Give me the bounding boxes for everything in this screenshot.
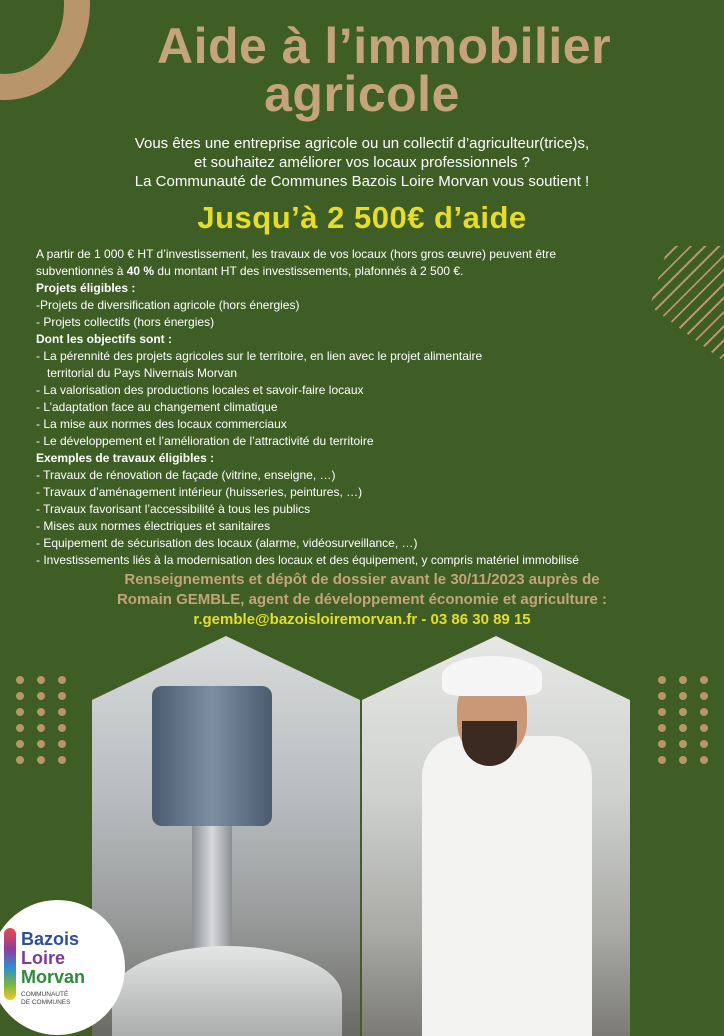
section-heading-projets: Projets éligibles : [36, 281, 136, 295]
email-link[interactable]: r.gemble@bazoisloiremorvan.fr [193, 611, 418, 628]
intro-line: La Communauté de Communes Bazois Loire Morvan vous soutient ! [134, 173, 590, 190]
paragraph-line: A partir de 1 000 € HT d’investissement, les travaux de vos locaux (hors gros œuvre) peuvent être [36, 247, 557, 261]
body-text [36, 246, 686, 569]
motor-shape [152, 686, 272, 826]
decorative-dots-right [658, 676, 708, 764]
list-item: - L’adaptation face au changement climatique [36, 400, 278, 414]
decorative-dots-left [16, 676, 66, 764]
list-item: - Equipement de sécurisation des locaux (alarme, vidéosurveillance, …) [36, 536, 418, 550]
list-item: - Mises aux normes électriques et sanitaires [36, 519, 271, 533]
list-item: - Projets collectifs (hors énergies) [36, 315, 215, 329]
logo-subtitle: COMMUNAUTÉ DE COMMUNES [21, 991, 71, 1006]
paragraph-line: subventionnés à 40 % du montant HT des investissements, plafonnés à 2 500 €. [36, 264, 464, 278]
intro-line: et souhaitez améliorer vos locaux professionnels ? [193, 154, 530, 171]
section-heading-exemples: Exemples de travaux éligibles : [36, 451, 215, 465]
phone-number: - 03 86 30 89 15 [417, 611, 531, 628]
subsidy-percent: 40 % [126, 264, 155, 278]
list-item: - La pérennité des projets agricoles sur le territoire, en lien avec le projet alimentaire [36, 349, 483, 363]
contact-line: Renseignements et dépôt de dossier avant le 30/11/2023 auprès de [124, 571, 600, 588]
logo-color-bar [4, 928, 16, 1000]
photo-equipment [92, 636, 360, 1036]
list-item: - Travaux de rénovation de façade (vitrine, enseigne, …) [36, 468, 336, 482]
worker-shirt-shape [422, 736, 592, 1036]
contact-line: Romain GEMBLE, agent de développement économie et agriculture : [116, 591, 608, 608]
list-item: -Projets de diversification agricole (hors énergies) [36, 298, 300, 312]
list-item: - Investissements liés à la modernisation des locaux et des équipement, y compris matériel immobilisé [36, 553, 579, 567]
list-item: - La valorisation des productions locales et savoir-faire locaux [36, 383, 364, 397]
logo-text: Bazois Loire Morvan [21, 929, 86, 987]
contact-block [0, 570, 724, 630]
list-item: - La mise aux normes des locaux commerciaux [36, 417, 287, 431]
intro-text [40, 134, 684, 191]
list-item: - Travaux favorisant l’accessibilité à tous les publics [36, 502, 311, 516]
list-item: - Travaux d’aménagement intérieur (huisseries, peintures, …) [36, 485, 363, 499]
shaft-shape [192, 826, 232, 956]
list-item: - Le développement et l’amélioration de l’attractivité du territoire [36, 434, 374, 448]
intro-line: Vous êtes une entreprise agricole ou un collectif d’agriculteur(trice)s, [134, 135, 590, 152]
section-heading-objectifs: Dont les objectifs sont : [36, 332, 173, 346]
tank-shape [112, 946, 342, 1036]
page-title-line2: agricole [264, 66, 460, 122]
list-item-continuation: territorial du Pays Nivernais Morvan [47, 366, 238, 380]
contact-line [0, 610, 724, 630]
aid-amount-headline: Jusqu’à 2 500€ d’aide [197, 200, 527, 235]
worker-cap-shape [442, 656, 542, 696]
photo-worker [362, 636, 630, 1036]
page-title-line1: Aide à l’immobilier [156, 18, 612, 74]
